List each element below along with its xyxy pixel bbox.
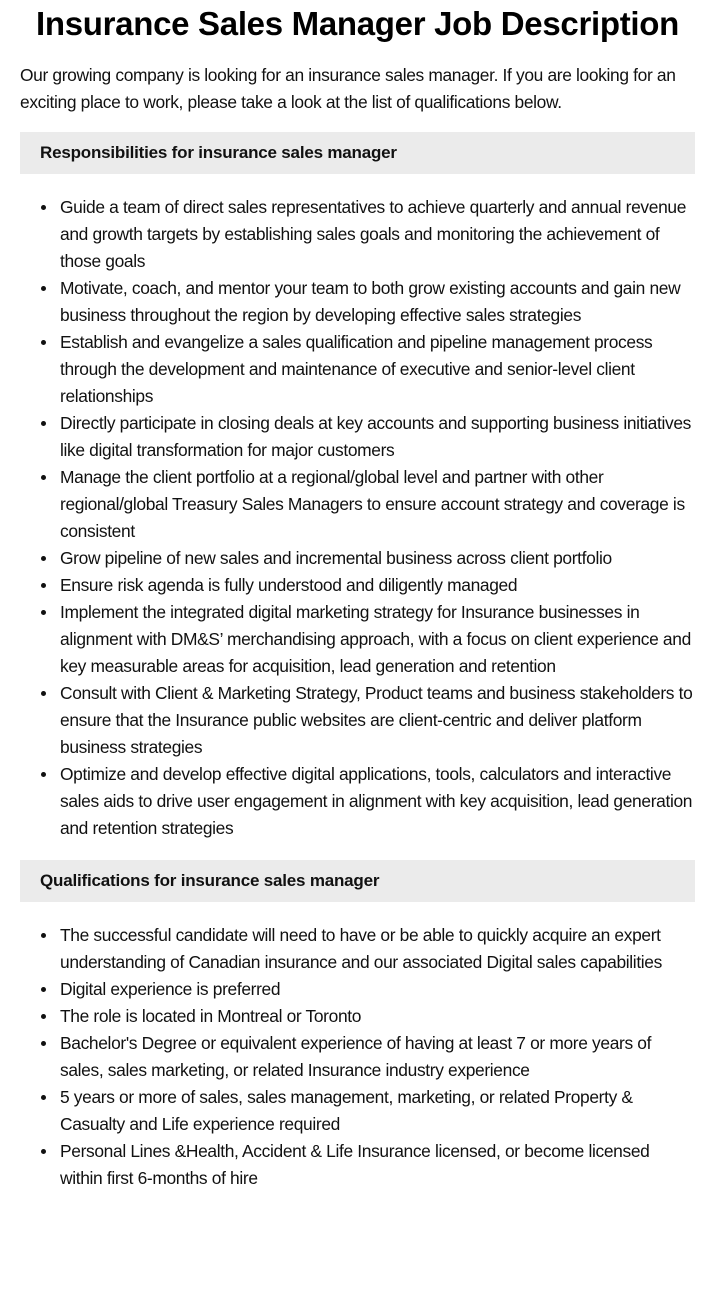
bullet-icon xyxy=(41,421,46,426)
list-item xyxy=(60,976,695,1003)
bullet-icon xyxy=(41,772,46,777)
bullet-icon xyxy=(41,205,46,210)
bullet-icon xyxy=(41,610,46,615)
bullet-icon xyxy=(41,583,46,588)
list-item xyxy=(60,329,695,410)
list-item xyxy=(60,464,695,545)
list-item xyxy=(60,599,695,680)
list-item-text: The successful candidate will need to have or be able to quickly acquire an expert understanding of Canadian insurance and our associated Digital sales capabilities xyxy=(60,925,662,972)
list-item-text: Guide a team of direct sales representatives to achieve quarterly and annual revenue and growth targets by establishing sales goals and monitoring the achievement of those goals xyxy=(60,197,687,271)
list-item-text: Bachelor's Degree or equivalent experience of having at least 7 or more years of sales, sales marketing, or related Insurance industry experience xyxy=(60,1033,652,1080)
list-item xyxy=(60,545,695,572)
bullet-icon xyxy=(41,1149,46,1154)
responsibilities-list xyxy=(20,194,695,842)
bullet-icon xyxy=(41,340,46,345)
list-item-text: Manage the client portfolio at a regional/global level and partner with other regional/global Treasury Sales Managers to ensure account strategy and coverage is consistent xyxy=(60,467,685,541)
qualifications-list xyxy=(20,922,695,1192)
bullet-icon xyxy=(41,1041,46,1046)
list-item-text: Optimize and develop effective digital applications, tools, calculators and interactive sales aids to drive user engagement in alignment with key acquisition, lead generation and retention strategies xyxy=(60,764,693,838)
bullet-icon xyxy=(41,1095,46,1100)
list-item-text: Implement the integrated digital marketing strategy for Insurance businesses in alignment with DM&S’ merchandising approach, with a focus on client experience and key measurable areas for acquisition, lead generation and retention xyxy=(60,602,691,676)
list-item xyxy=(60,922,695,976)
list-item xyxy=(60,410,695,464)
list-item xyxy=(60,194,695,275)
list-item-text: The role is located in Montreal or Toronto xyxy=(60,1006,362,1026)
bullet-icon xyxy=(41,556,46,561)
page-title: Insurance Sales Manager Job Description xyxy=(35,5,679,42)
list-item xyxy=(60,572,695,599)
list-item xyxy=(60,1084,695,1138)
list-item-text: Grow pipeline of new sales and incremental business across client portfolio xyxy=(60,548,612,568)
bullet-icon xyxy=(41,475,46,480)
list-item-text: Consult with Client & Marketing Strategy, Product teams and business stakeholders to ensure that the Insurance public websites are client-centric and deliver platform business strategies xyxy=(60,683,693,757)
bullet-icon xyxy=(41,933,46,938)
list-item-text: Personal Lines &Health, Accident & Life Insurance licensed, or become licensed within first 6-months of hire xyxy=(60,1141,650,1188)
bullet-icon xyxy=(41,286,46,291)
list-item xyxy=(60,1138,695,1192)
qualifications-heading: Qualifications for insurance sales manager xyxy=(20,860,695,902)
list-item-text: Ensure risk agenda is fully understood and diligently managed xyxy=(60,575,518,595)
list-item xyxy=(60,1030,695,1084)
bullet-icon xyxy=(41,987,46,992)
bullet-icon xyxy=(41,691,46,696)
intro-paragraph: Our growing company is looking for an insurance sales manager. If you are looking for an exciting place to work, please take a look at the list of qualifications below. xyxy=(20,65,676,112)
list-item-text: Directly participate in closing deals at key accounts and supporting business initiatives like digital transformation for major customers xyxy=(60,413,692,460)
list-item xyxy=(60,680,695,761)
list-item-text: Motivate, coach, and mentor your team to both grow existing accounts and gain new business throughout the region by developing effective sales strategies xyxy=(60,278,681,325)
list-item-text: Digital experience is preferred xyxy=(60,979,281,999)
responsibilities-heading: Responsibilities for insurance sales manager xyxy=(20,132,695,174)
list-item xyxy=(60,1003,695,1030)
list-item xyxy=(60,275,695,329)
bullet-icon xyxy=(41,1014,46,1019)
list-item-text: Establish and evangelize a sales qualification and pipeline management process through the development and maintenance of executive and senior-level client relationships xyxy=(60,332,653,406)
list-item-text: 5 years or more of sales, sales management, marketing, or related Property & Casualty and Life experience required xyxy=(60,1087,633,1134)
list-item xyxy=(60,761,695,842)
